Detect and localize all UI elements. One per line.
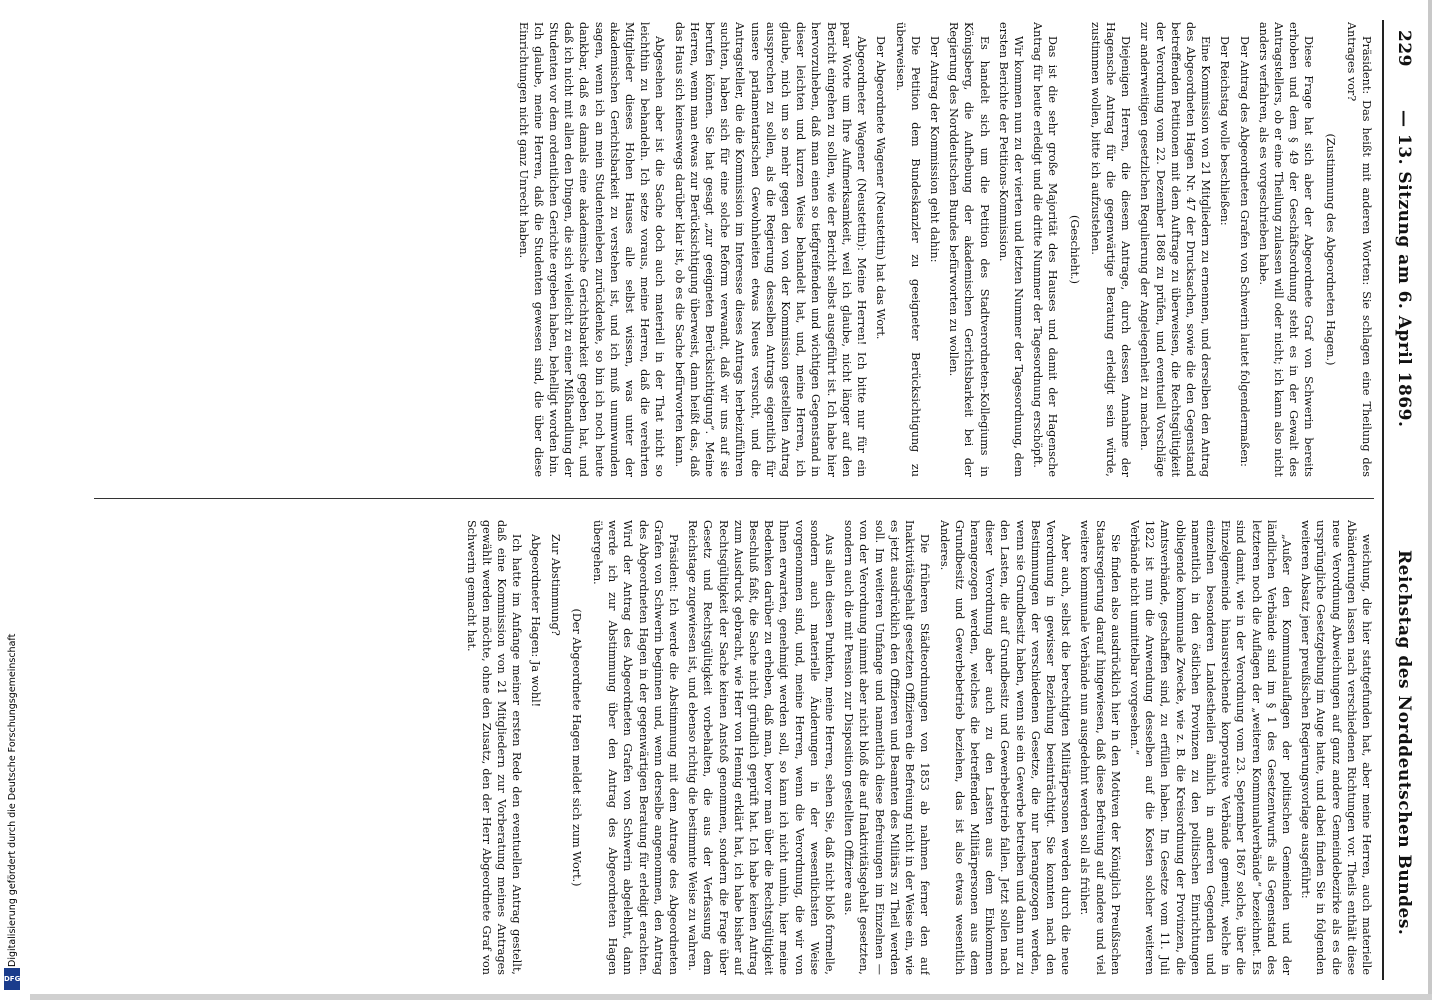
right-page-column-text <box>74 22 1374 477</box>
paragraph: (Geschieht.) <box>1067 215 1081 284</box>
paragraph: Präsident: Ich werde die Abstimmung mit dem Antrage des Abgeordneten Grafen von Schwerin beginnen und, wenn derselbe angenommen, den Antrag des Abgeordneten Hagen in der gegenwärtigen Beratung für erledigt erachten. Wird der Antrag des Abgeordneten Grafen von Schwerin abgelehnt, dann werde ich zur Abstimmung über den Antrag des Abgeordneten Hagen übergehen. <box>591 520 681 975</box>
paragraph: Der Antrag der Kommission geht dahin: <box>927 36 941 263</box>
paragraph: Abgesehen aber ist die Sache doch auch materiell in der That nicht so leichthin zu behandeln. Ich setze voraus, meine Herren, daß die verehrten Mitglieder dieses Hohen Hauses alle selbst wissen, was unter der akademischen Gerichtsbarkeit zu verstehen ist, und ich muß unumwunden sagen, wenn ich an mein Studentenleben zurückdenke, so bin ich noch heute dankbar, daß es damals eine akademische Gerichtsbarkeit gegeben hat, und daß ich nicht mit allen den Dingen, die sich vielleicht zu einer Mißhandlung der Studenten vor dem ordentlichen Gerichte ergeben haben, behelligt worden bin. Ich glaube, meine Herren, daß die Studenten gewesen sind, die über diese Einrichtungen nicht ganz Unrecht haben. <box>516 22 667 477</box>
paragraph: Diese Frage hat sich aber der Abgeordnete Graf von Schwerin bereits erhoben und dem § 49 der Geschäftsordnung steht es in der Gewalt des Antragstellers, ob er eine Theilung zulassen will oder nicht; ich kann also nicht anders verfahren, als es vorgeschrieben habe. <box>1256 22 1316 477</box>
dfg-logo-icon: DFG <box>4 968 20 990</box>
header-rule <box>1382 20 1384 980</box>
page-number: 229 <box>1394 30 1414 67</box>
paragraph: Aus allen diesen Punkten, meine Herren, sehen Sie, daß nicht bloß formelle, sondern auch materielle Änderungen in der wesentlichsten Weise vorgenommen sind, und, meine Herren, wenn die Verordnung, die wir von Ihnen erwarten, genehmigt werden soll, so kann ich nicht umhin, hier meine Bedenken darüber zu erheben, daß man, bevor man über die Rechtsgültigkeit Beschluß faßt, die Sache nicht gründlich geprüft hat. Ich habe keinen Antrag zum Ausdruck gebracht, wie Herr von Hennig erklärt hat, ich habe bisher auf Rechtsgültigkeit der Sache keinen Anstoß genommen, sondern die Frage über Gesetz und Rechtsgültigkeit vorbehalten, die aus der Verfassung dem Reichstage zugewiesen ist, und ebenso richtig die bestimmte Weise zu wahren. <box>686 520 837 975</box>
paragraph: Zur Abstimmung? <box>548 534 562 636</box>
paragraph: weichung, die hier stattgefunden hat, aber meine Herren, auch materielle Abänderungen lassen nach verschiedenen Richtungen vor. Theils enthält diese neue Verordnung Abweichungen auf ganz andere Gemeindebezirke als es die ursprüngliche Gesetzgebung im Auge hatte, und dabei finden Sie in folgenden weiteren Absatz jener preußischen Regierungsvorlage ausgeführt: <box>1299 520 1373 975</box>
sitting-label: — 13. Sitzung am 6. April 1869. <box>1394 110 1414 428</box>
paragraph: Diejenigen Herren, die diesem Antrage, durch dessen Annahme der Hagensche Antrag für die gegenwärtige Beratung erledigt sein würde, zustimmen wollen, bitte ich aufzustehen. <box>1088 22 1133 477</box>
paragraph: Präsident: Das heißt mit anderen Worten: Sie schlagen eine Theilung des Antrages vor? <box>1344 22 1373 477</box>
paragraph: Abgeordneter Hagen: Ja wohl! <box>529 534 543 708</box>
scan-edge-bottom <box>30 994 1432 1000</box>
paragraph: Der Reichstag wolle beschließen: <box>1218 36 1232 226</box>
paragraph: Das ist die sehr große Majorität des Hauses und damit der Hagensche Antrag für heute erledigt und die dritte Nummer der Tagesordnung erschöpft. <box>1031 22 1060 477</box>
stamp-text: Digitalisierung gefördert durch die Deutsche Forschungsgemeinschaft <box>7 633 18 967</box>
paragraph: „Außer den Kommunalauflagen der politischen Gemeinden und der ländlichen Verbände sind im § 1 des Gesetzentwurfs als Gegenstand des letzteren noch die Auflagen der „weiteren Kommunalverbände“ bezeichnet. Es sind damit, wie in der Verordnung vom 23. September 1867 solche, über die Einzelgemeinde hinausreichende korporative Verbände gemeint, welche in einzelnen besonderen Landestheilen ähnlich in anderen Gegenden und namentlich in den östlichen Provinzen zu den politischen Einrichtungen obliegende kommunale Zwecke, wie z. B. die Kreisordnung der Provinzen, die Amtsverbände, geschaffen sind, zu erfüllen haben. Im Gesetze vom 11. Juli 1822 ist nun die Anwendung desselben auf die Kosten solcher weiteren Verbände nicht unmittelbar vorgesehen.“ <box>1127 520 1293 975</box>
paragraph: Es handelt sich um die Petition des Stadtverordneten-Kollegiums in Königsberg, die Aufhebung der akademischen Gerichtsbarkeit bei der Regierung des Norddeutschen Bundes befürworten zu wollen. <box>947 22 991 477</box>
left-page-column-text <box>74 520 1374 975</box>
digitization-stamp <box>2 20 24 995</box>
paragraph: Der Abgeordnete Wagener (Neustettin) hat das Wort. <box>874 36 888 340</box>
paragraph: Eine Kommission von 21 Mitgliedern zu ernennen, und derselben den Antrag des Abgeordneten Hagen Nr. 47 der Drucksachen, sowie die den Gegenstand betreffenden Petitionen mit dem Auftrage zu überweisen, die Rechtsgültigkeit der Verordnung vom 22. Dezember 1868 zu prüfen, und eventuell Vorschläge zur anderweitigen gesetzlichen Regulierung der Angelegenheit zu machen. <box>1138 22 1213 477</box>
paragraph: Die früheren Städteordnungen von 1853 ab nahmen ferner den auf Inaktivitätsgehalt gesetzten Offizieren die Befreiung nicht in der Weise ein, wie es jetzt ausdrücklich den Offizieren und Beamten des Militärs zu Theil werden soll. Im weiteren Umfange und namentlich diese Befreiungen im Einzelnen — von der Verordnung nimmt aber nicht bloß die auf Inaktivitätsgehalt gesetzten, sondern auch die mit Pension zur Disposition gestellten Offiziere aus. <box>842 520 932 975</box>
header-title: Reichstag des Norddeutschen Bundes. <box>1394 550 1414 936</box>
paragraph: Aber auch, selbst die berechtigten Militärpersonen werden durch die neue Verordnung in gewisser Beziehung beeinträchtigt. Sie konnten nach den Bestimmungen der verschiedenen Gesetze, die nur herangezogen werden, wenn sie Grundbesitz haben, wenn sie ein Gewerbe betreiben und dann nur zu den Lasten, die auf Grundbesitz und Gewerbebetrieb fallen. Jetzt sollen nach dieser Verordnung aber auch zu den Lasten aus dem Einkommen herangezogen werden, welches die betreffenden Militärpersonen aus dem Grundbesitz und Gewerbebetrieb beziehen, das ist also etwas wesentlich Anderes. <box>937 520 1073 975</box>
paragraph: Ich hatte im Anfange meiner ersten Rede den eventuellen Antrag gestellt, daß eine Kommission von 21 Mitgliedern zur Vorberatung meines Antrages gewählt werden möchte, ohne den Zusatz, den der Herr Abgeordnete Graf von Schwerin gemacht hat. <box>464 520 524 975</box>
paragraph: Abgeordneter Wagener (Neustettin): Meine Herren! Ich bitte nur für ein paar Worte um Ihre Aufmerksamkeit, weil ich glaube, nicht länger auf den Bericht eingehen zu sollen, wie der Bericht selbst ausgeführt ist. Ich habe hier hervorzuheben, daß man einen so tiefgreifenden und wichtigen Gegenstand in dieser leichten und kurzen Weise behandelt hat, und, meine Herren, ich glaube, mich um so mehr gegen den von der Kommission gestellten Antrag aussprechen zu sollen, als die Regierung desselben Antrags eigentlich für unsere parlamentarischen Gewohnheiten etwas Neues versucht, und die Antragsteller, die die Kommission im Interesse dieses Antrags herbeizuführen suchten, haben sich für eine solche Reform verwandt, daß wir uns auf sie berufen können. Sie hat gesagt „zur geeigneten Berücksichtigung“. Meine Herren, wenn man etwas zur Berücksichtigung überweist, dann heißt das, daß das Haus sich keineswegs darüber klar ist, ob es die Sache befürworten kann. <box>672 22 869 477</box>
paragraph: Die Petition dem Bundeskanzler zu geeigneter Berücksichtigung zu überweisen. <box>893 22 922 477</box>
paragraph: Sie finden also ausdrücklich hier in den Motiven der Königlich Preußischen Staatsregierung darauf hingewiesen, daß diese Befreiung auf andere und viel weitere kommunale Verbände nun ausgedehnt werden soll als früher. <box>1078 520 1122 975</box>
running-head <box>1384 30 1414 970</box>
paragraph: (Der Abgeordnete Hagen meldet sich zum Wort.) <box>569 608 583 887</box>
paragraph: Wir kommen nun zu der vierten und letzten Nummer der Tagesordnung, dem ersten Berichte der Petitions-Kommission. <box>996 22 1025 477</box>
scan-edge-right <box>1428 0 1432 1000</box>
column-divider <box>94 498 1374 499</box>
paragraph: Der Antrag des Abgeordneten Grafen von Schwerin lautet folgendermaßen: <box>1237 36 1251 467</box>
paragraph: (Zustimmung des Abgeordneten Hagen.) <box>1323 133 1337 366</box>
